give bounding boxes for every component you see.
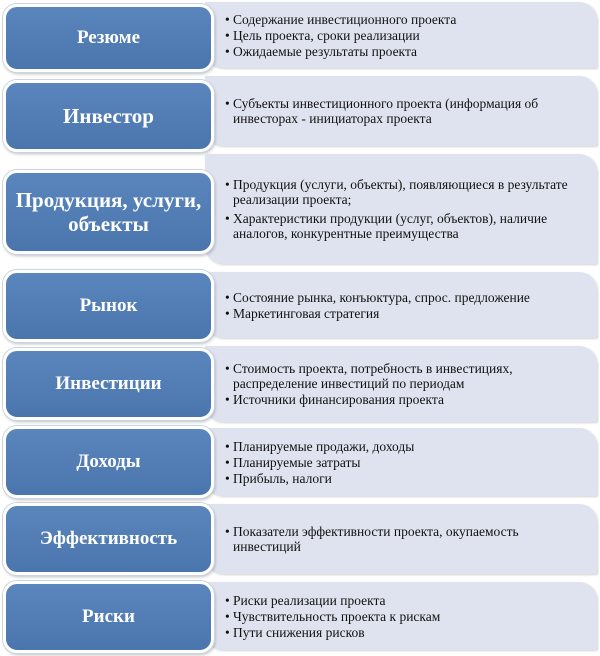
resume-item: • Цель проекта, сроки реализации — [233, 28, 589, 43]
market-item: • Состояние рынка, конъюктура, спрос. предложение — [233, 290, 589, 305]
risks-item: • Риски реализации проекта — [233, 593, 589, 608]
market-label: Рынок — [3, 270, 214, 342]
income-details — [205, 428, 597, 496]
investments-details — [205, 346, 597, 422]
investor-label: Инвестор — [3, 80, 214, 152]
investor-details — [205, 76, 597, 146]
risks-item: • Чувствительность проекта к рискам — [233, 609, 589, 624]
market-item: • Маркетинговая стратегия — [233, 306, 589, 321]
efficiency-item: • Показатели эффективности проекта, окупаемость инвестиций — [233, 524, 589, 554]
resume-label: Резюме — [3, 4, 214, 72]
risks-item: • Пути снижения рисков — [233, 625, 589, 640]
resume-item: • Содержание инвестиционного проекта — [233, 12, 589, 27]
risks-details — [205, 582, 597, 650]
income-item: • Прибыль, налоги — [233, 471, 589, 486]
income-label: Доходы — [3, 426, 214, 498]
income-item: • Планируемые продажи, доходы — [233, 439, 589, 454]
market-details — [205, 272, 597, 338]
income-item: • Планируемые затраты — [233, 455, 589, 470]
efficiency-label: Эффективность — [3, 503, 214, 575]
investments-item: • Стоимость проекта, потребность в инвестициях, распределение инвестиций по периодам — [233, 361, 589, 391]
products-item: • Характеристики продукции (услуг, объектов), наличие аналогов, конкурентные преимущества — [233, 211, 589, 241]
investor-item: • Субъекты инвестиционного проекта (информация об инвесторах - инициаторах проекта — [233, 96, 589, 126]
products-details — [205, 154, 597, 264]
products-label: Продукция, услуги, объекты — [3, 170, 214, 254]
products-item: • Продукция (услуги, объекты), появляющиеся в результате реализации проекта; — [233, 177, 589, 207]
resume-details — [205, 2, 597, 68]
investments-item: • Источники финансирования проекта — [233, 392, 589, 407]
resume-item: • Ожидаемые результаты проекта — [233, 44, 589, 59]
efficiency-details — [205, 504, 597, 574]
risks-label: Риски — [3, 581, 214, 653]
investments-label: Инвестиции — [3, 348, 214, 420]
